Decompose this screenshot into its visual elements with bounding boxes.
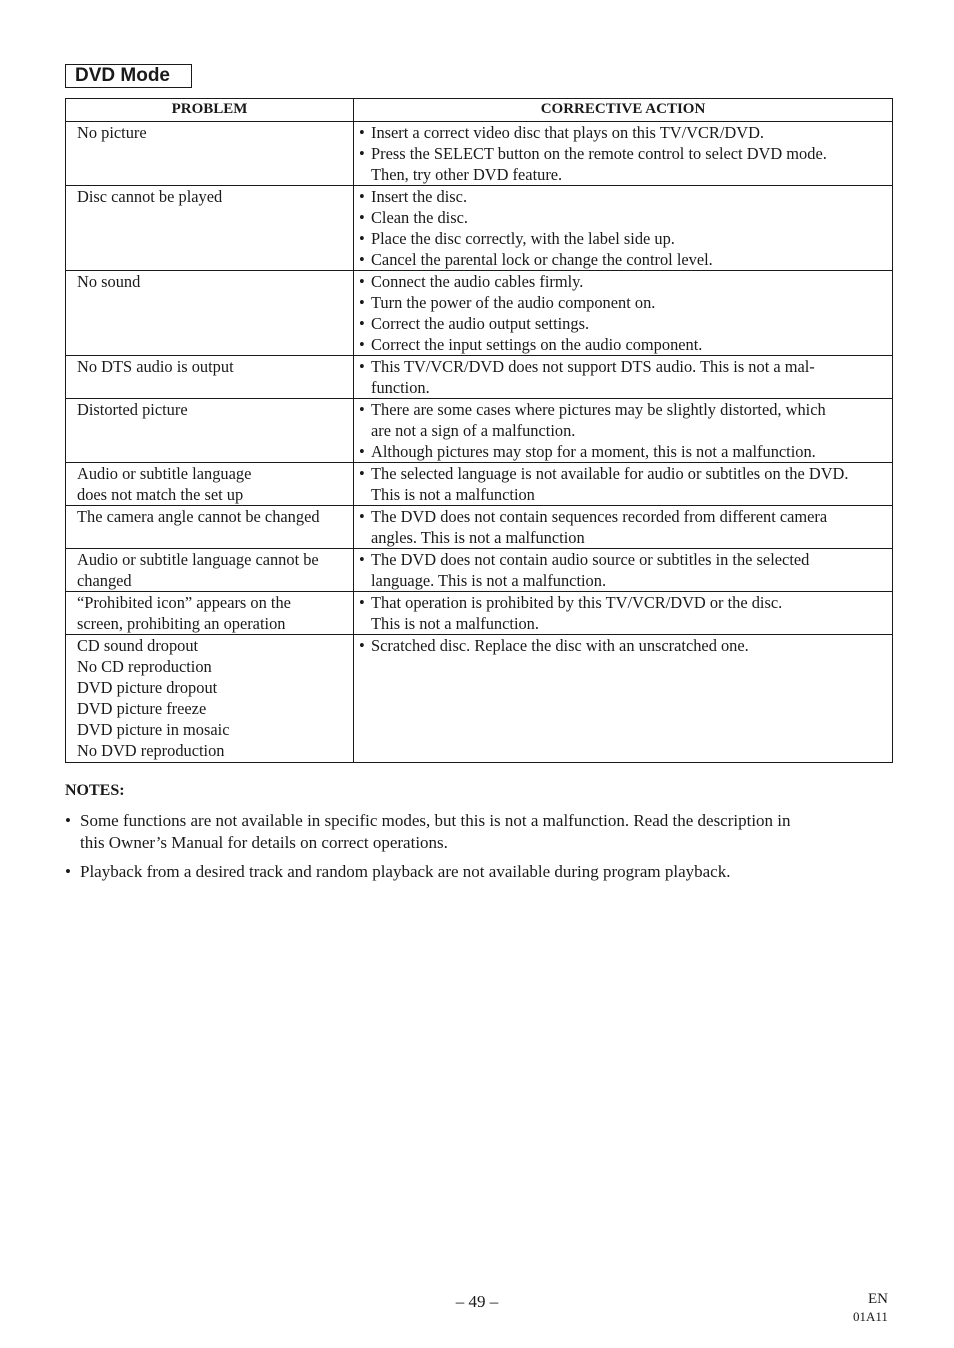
problem-text: “Prohibited icon” appears on the: [77, 593, 291, 612]
action-text: Connect the audio cables firmly.: [371, 272, 584, 291]
problem-text: Distorted picture: [77, 400, 188, 419]
action-item: [359, 549, 892, 570]
problem-text: No sound: [77, 272, 141, 291]
action-text: Place the disc correctly, with the label side up.: [371, 229, 675, 248]
action-item: [359, 271, 892, 292]
action-item: [359, 506, 892, 527]
problem-cell: [66, 549, 354, 592]
action-text: Clean the disc.: [371, 208, 468, 227]
problem-cell: [66, 122, 354, 186]
action-text: This TV/VCR/DVD does not support DTS audio. This is not a mal-: [371, 357, 815, 376]
note-text: Some functions are not available in specific modes, but this is not a malfunction. Read the description in this Owner’s Manual for details on correct operations.: [80, 811, 791, 852]
action-text-continued: are not a sign of a malfunction.: [371, 421, 576, 440]
bullet-icon: •: [359, 123, 365, 142]
action-cell: [354, 463, 893, 506]
bullet-icon: •: [359, 335, 365, 354]
action-cell: [354, 356, 893, 399]
action-item: [359, 313, 892, 334]
action-text: Correct the input settings on the audio component.: [371, 335, 703, 354]
action-cell: [354, 186, 893, 271]
bullet-icon: •: [359, 507, 365, 526]
language-code: EN: [868, 1291, 888, 1307]
bullet-icon: •: [359, 442, 365, 461]
problem-cell: [66, 356, 354, 399]
section-title: DVD Mode: [65, 64, 192, 88]
bullet-icon: •: [359, 593, 365, 612]
problem-header: PROBLEM: [66, 99, 354, 122]
action-text: There are some cases where pictures may be slightly distorted, which: [371, 400, 826, 419]
notes-title: NOTES:: [65, 782, 125, 799]
bullet-icon: •: [359, 293, 365, 312]
note-item: [65, 810, 885, 854]
action-cell: [354, 399, 893, 463]
bullet-icon: •: [359, 464, 365, 483]
action-item: [359, 207, 892, 228]
problem-text: No DVD reproduction: [77, 741, 225, 760]
problem-text: changed: [77, 571, 132, 590]
action-text: Insert the disc.: [371, 187, 468, 206]
table-body: [66, 122, 893, 763]
action-cell: [354, 549, 893, 592]
table-row: [66, 463, 893, 506]
problem-text: Disc cannot be played: [77, 187, 223, 206]
action-text: Turn the power of the audio component on.: [371, 293, 656, 312]
action-text: The DVD does not contain sequences recorded from different camera: [371, 507, 828, 526]
action-text: Scratched disc. Replace the disc with an unscratched one.: [371, 636, 749, 655]
action-text: That operation is prohibited by this TV/VCR/DVD or the disc.: [371, 593, 783, 612]
action-text-continued: language. This is not a malfunction.: [371, 571, 607, 590]
problem-text: DVD picture freeze: [77, 699, 207, 718]
action-text: The DVD does not contain audio source or subtitles in the selected: [371, 550, 810, 569]
bullet-icon: •: [359, 357, 365, 376]
bullet-icon: •: [359, 550, 365, 569]
action-text: The selected language is not available for audio or subtitles on the DVD.: [371, 464, 849, 483]
table-header-row: [66, 99, 893, 122]
action-text: Cancel the parental lock or change the control level.: [371, 250, 713, 269]
problem-cell: [66, 186, 354, 271]
bullet-icon: •: [359, 250, 365, 269]
table-row: [66, 122, 893, 186]
action-item: [359, 399, 892, 420]
problem-text: DVD picture in mosaic: [77, 720, 230, 739]
bullet-icon: •: [359, 144, 365, 163]
table-row: [66, 399, 893, 463]
action-item: [359, 635, 892, 656]
action-text: Insert a correct video disc that plays on this TV/VCR/DVD.: [371, 123, 764, 142]
bullet-icon: •: [359, 272, 365, 291]
problem-cell: [66, 463, 354, 506]
problem-cell: [66, 399, 354, 463]
table-row: [66, 186, 893, 271]
action-item: [359, 592, 892, 613]
problem-text: No picture: [77, 123, 147, 142]
problem-cell: [66, 506, 354, 549]
problem-text: The camera angle cannot be changed: [77, 507, 320, 526]
troubleshooting-table: [65, 98, 893, 763]
action-item: [359, 143, 892, 164]
action-item: [359, 122, 892, 143]
action-text: Although pictures may stop for a moment, this is not a malfunction.: [371, 442, 816, 461]
action-item: [359, 249, 892, 270]
table-row: [66, 271, 893, 356]
action-cell: [354, 271, 893, 356]
action-item: [359, 228, 892, 249]
action-text-continued: function.: [371, 378, 430, 397]
page-number: – 49 –: [455, 1292, 499, 1311]
problem-text: No CD reproduction: [77, 657, 212, 676]
action-item: [359, 356, 892, 377]
bullet-icon: •: [65, 862, 71, 881]
table-row: [66, 356, 893, 399]
bullet-icon: •: [359, 314, 365, 333]
action-text: Correct the audio output settings.: [371, 314, 590, 333]
action-item: [359, 441, 892, 462]
bullet-icon: •: [359, 229, 365, 248]
action-text-continued: angles. This is not a malfunction: [371, 528, 585, 547]
problem-text: Audio or subtitle language cannot be: [77, 550, 319, 569]
bullet-icon: •: [359, 208, 365, 227]
problem-text: DVD picture dropout: [77, 678, 218, 697]
problem-cell: [66, 635, 354, 763]
bullet-icon: •: [359, 636, 365, 655]
problem-cell: [66, 271, 354, 356]
action-cell: [354, 592, 893, 635]
action-item: [359, 463, 892, 484]
problem-text: screen, prohibiting an operation: [77, 614, 286, 633]
action-item: [359, 186, 892, 207]
note-text: Playback from a desired track and random playback are not available during program playback.: [80, 862, 731, 881]
document-code: 01A11: [853, 1309, 888, 1324]
table-row: [66, 506, 893, 549]
action-item: [359, 334, 892, 355]
table-row: [66, 592, 893, 635]
bullet-icon: •: [359, 400, 365, 419]
action-text-continued: This is not a malfunction.: [371, 614, 539, 633]
problem-text: Audio or subtitle language: [77, 464, 252, 483]
corrective-action-header: CORRECTIVE ACTION: [354, 99, 893, 122]
action-text-continued: This is not a malfunction: [371, 485, 535, 504]
action-cell: [354, 635, 893, 763]
action-item: [359, 292, 892, 313]
action-text: Press the SELECT button on the remote control to select DVD mode.: [371, 144, 827, 163]
bullet-icon: •: [359, 187, 365, 206]
problem-cell: [66, 592, 354, 635]
bullet-icon: •: [65, 811, 71, 830]
note-item: [65, 861, 885, 883]
action-cell: [354, 506, 893, 549]
problem-text: CD sound dropout: [77, 636, 199, 655]
table-row: [66, 549, 893, 592]
problem-text: does not match the set up: [77, 485, 244, 504]
problem-text: No DTS audio is output: [77, 357, 234, 376]
action-cell: [354, 122, 893, 186]
table-row: [66, 635, 893, 763]
action-text-continued: Then, try other DVD feature.: [371, 165, 563, 184]
